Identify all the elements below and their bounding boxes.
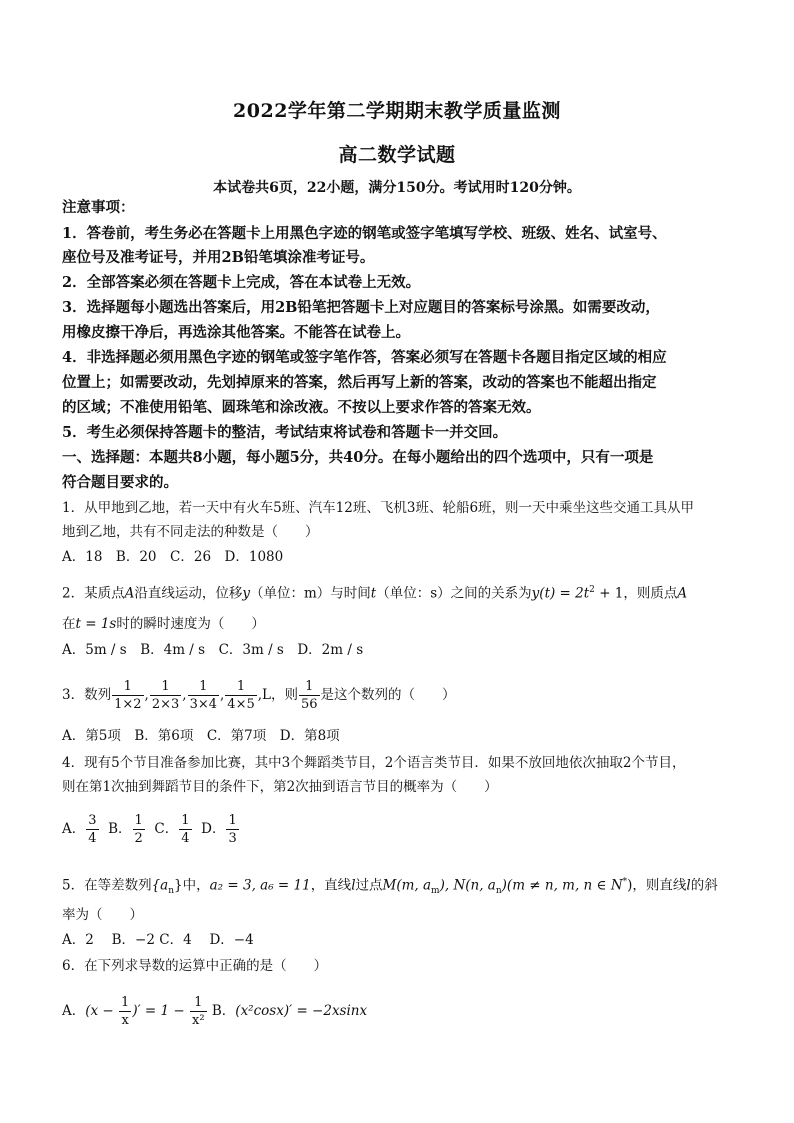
question-2-text-cont: 在t = 1s时的瞬时速度为（ ） <box>62 616 265 632</box>
section-heading-cont: 符合题目要求的。 <box>62 474 178 491</box>
fraction: $\frac{1}{1\times 2}$ <box>114 679 142 712</box>
question-6-options: A．(x − $\frac{1}{x}$ )′ = 1 − $\frac{1}{\text{x²}}$ B．(x²cosx)′ = −2xsinx <box>62 995 368 1028</box>
note-line: 位置上；如需要改动，先划掉原来的答案，然后再写上新的答案，改动的答案也不能超出指定 <box>62 374 657 391</box>
note-line: 2．全部答案必须在答题卡上完成，答在本试卷上无效。 <box>62 274 421 291</box>
question-4-options: A． $\frac{3}{4}$ B． $\frac{1}{2}$ C． $\frac{1}{4}$ D． $\frac{1}{3}$ <box>62 813 237 846</box>
note-line: 用橡皮擦干净后，再选涂其他答案。不能答在试卷上。 <box>62 324 410 341</box>
question-4-text-cont: 则在第1次抽到舞蹈节目的条件下，第2次抽到语言节目的概率为（ ） <box>62 779 498 795</box>
question-2-options: A．5m / s B．4m / s C．3m / s D．2m / s <box>62 642 364 658</box>
question-5-options: A．2 B．−2 C．4 D．−4 <box>62 932 254 948</box>
note-line: 座位号及准考证号，并用2B铅笔填涂准考证号。 <box>62 249 375 266</box>
question-1-text-cont: 地到乙地，共有不同走法的种数是（ ） <box>62 524 319 540</box>
question-1-text: 1．从甲地到乙地，若一天中有火车5班、汽车12班、飞机3班、轮船6班，则一天中乘坐这些交通工具从甲 <box>62 500 695 516</box>
exam-subtitle: 高二数学试题 <box>338 144 456 166</box>
question-3-options: A．第5项 B．第6项 C．第7项 D．第8项 <box>62 728 340 744</box>
fraction: $\frac{1}{2\times 3}$ <box>151 679 180 712</box>
notes-heading: 注意事项： <box>62 199 135 216</box>
question-1-options: A．18 B．20 C．26 D．1080 <box>62 549 284 565</box>
question-4-text: 4．现有5个节目准备参加比赛，其中3个舞蹈类节目，2个语言类节目．如果不放回地依次抽取2个节目， <box>62 755 686 771</box>
fraction: $\frac{1}{56}$ <box>301 679 318 712</box>
formula: y(t) = 2t <box>531 585 590 602</box>
note-line: 5．考生必须保持答题卡的整洁，考试结束将试卷和答题卡一并交回。 <box>62 424 508 441</box>
exam-info: 本试卷共6页，22小题，满分150分。考试用时120分钟。 <box>213 180 581 196</box>
fraction: $\frac{1}{4\times 5}$ <box>227 679 255 712</box>
question-3-text: 3．数列 $\frac{1}{1\times 2}$ , $\frac{1}{2\times 3}$ , $\frac{1}{3\times 4}$ , $\frac{1}{4\times 5}$ ,L，则 $\frac{1}{56}$ 是这个数列的（ ） <box>62 679 456 712</box>
question-2-text: 2．某质点A沿直线运动，位移y（单位：m）与时间t（单位：s）之间的关系为$y(t) = 2t^2 + 1$，则质点A <box>62 585 688 602</box>
note-line: 的区域；不准使用铅笔、圆珠笔和涂改液。不按以上要求作答的答案无效。 <box>62 399 541 416</box>
question-5-text-cont: 率为（ ） <box>62 907 143 923</box>
note-line: 1．答卷前，考生务必在答题卡上用黑色字迹的钢笔或签字笔填写学校、班级、姓名、试室号、 <box>62 225 667 242</box>
question-6-text: 6．在下列求导数的运算中正确的是（ ） <box>62 958 328 974</box>
question-5-text: 5．在等差数列$\{a_n\}$中，a₂ = 3, a₆ = 11，直线l过点M(m, $a_m$), N(n, $a_n)(m \ne n$, m, n ∈ N*)，则直线l的斜 <box>62 877 718 897</box>
exam-title: 2022学年第二学期期末教学质量监测 <box>233 100 561 122</box>
note-line: 4．非选择题必须用黑色字迹的钢笔或签字笔作答，答案必须写在答题卡各题目指定区域的相应 <box>62 349 667 366</box>
section-heading: 一、选择题：本题共8小题，每小题5分，共40分。在每小题给出的四个选项中，只有一项是 <box>62 449 654 466</box>
fraction: $\frac{1}{3\times 4}$ <box>189 679 217 712</box>
note-line: 3．选择题每小题选出答案后，用2B铅笔把答题卡上对应题目的答案标号涂黑。如需要改动， <box>62 299 660 316</box>
